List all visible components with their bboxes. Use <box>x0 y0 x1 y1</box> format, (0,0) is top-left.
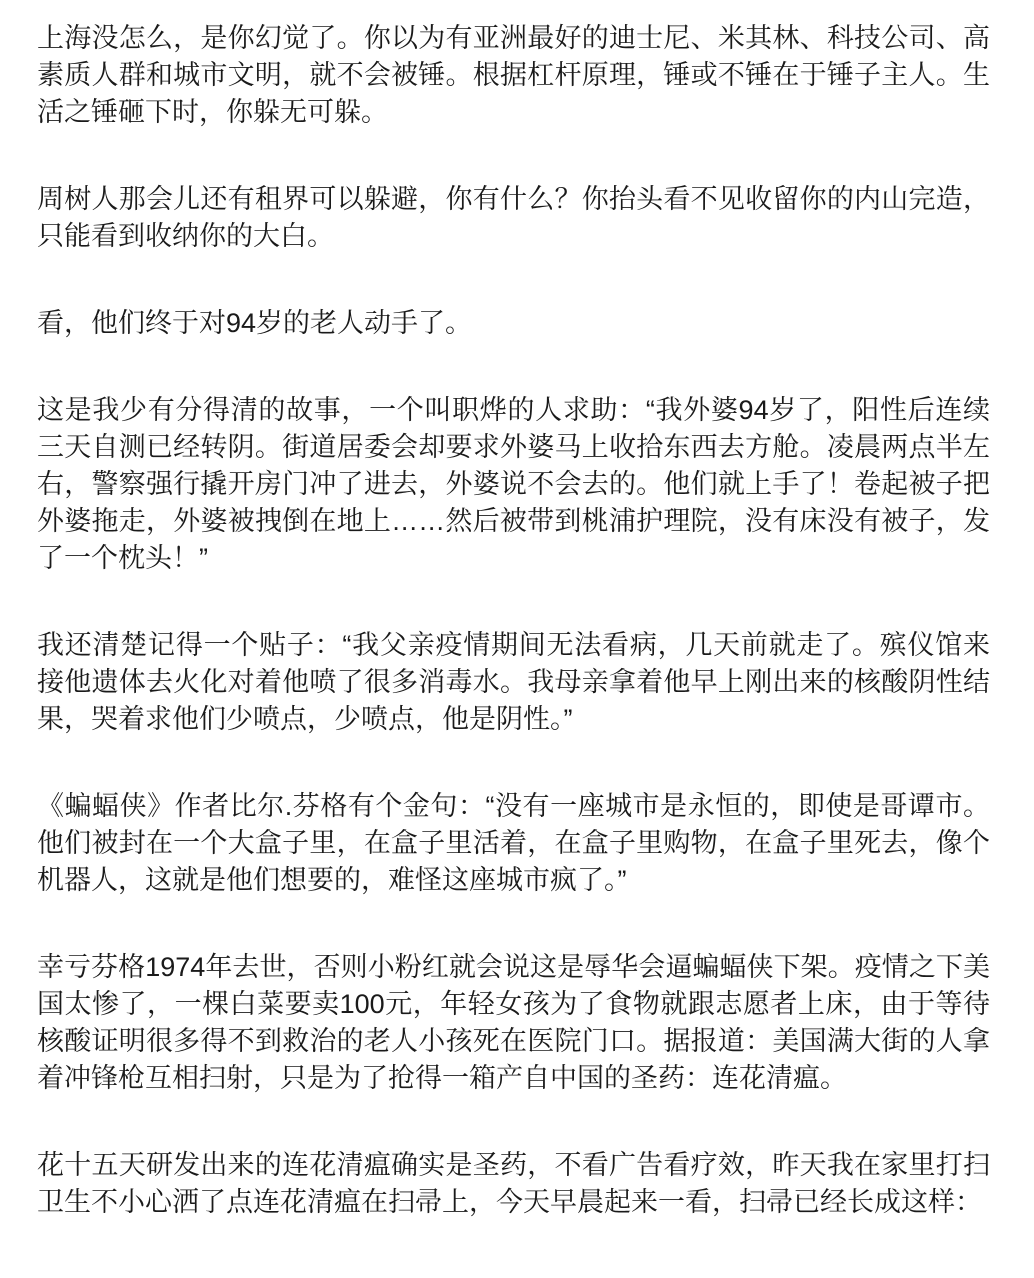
paragraph-3: 看，他们终于对94岁的老人动手了。 <box>37 308 473 338</box>
paragraph-7: 幸亏芬格1974年去世，否则小粉红就会说这是辱华会逼蝙蝠侠下架。疫情之下美国太惨了，一棵白菜要卖100元，年轻女孩为了食物就跟志愿者上床，由于等待核酸证明很多得不到救治的老人小孩死在医院门口。据报道：美国满大街的人拿着冲锋枪互相扫射，只是为了抢得一箱产自中国的圣药：连花清瘟。 <box>37 952 990 1093</box>
paragraph-1: 上海没怎么，是你幻觉了。你以为有亚洲最好的迪士尼、米其林、科技公司、高素质人群和城市文明，就不会被锤。根据杠杆原理，锤或不锤在于锤子主人。生活之锤砸下时，你躲无可躲。 <box>37 23 990 127</box>
paragraph-5: 我还清楚记得一个贴子：“我父亲疫情期间无法看病，几天前就走了。殡仪馆来接他遗体去火化对着他喷了很多消毒水。我母亲拿着他早上刚出来的核酸阴性结果，哭着求他们少喷点，少喷点，他是阴性。” <box>37 630 990 734</box>
paragraph-8: 花十五天研发出来的连花清瘟确实是圣药，不看广告看疗效，昨天我在家里打扫卫生不小心洒了点连花清瘟在扫帚上，今天早晨起来一看，扫帚已经长成这样： <box>37 1150 990 1217</box>
paragraph-4: 这是我少有分得清的故事，一个叫职烨的人求助：“我外婆94岁了，阳性后连续三天自测已经转阴。街道居委会却要求外婆马上收拾东西去方舱。凌晨两点半左右，警察强行撬开房门冲了进去，外婆说不会去的。他们就上手了！卷起被子把外婆拖走，外婆被拽倒在地上……然后被带到桃浦护理院，没有床没有被子，发了一个枕头！” <box>37 395 990 573</box>
paragraph-6: 《蝙蝠侠》作者比尔.芬格有个金句：“没有一座城市是永恒的，即使是哥谭市。他们被封在一个大盒子里，在盒子里活着，在盒子里购物，在盒子里死去，像个机器人，这就是他们想要的，难怪这座城市疯了。” <box>37 791 990 895</box>
paragraph-2: 周树人那会儿还有租界可以躲避，你有什么？你抬头看不见收留你的内山完造，只能看到收纳你的大白。 <box>37 184 990 251</box>
